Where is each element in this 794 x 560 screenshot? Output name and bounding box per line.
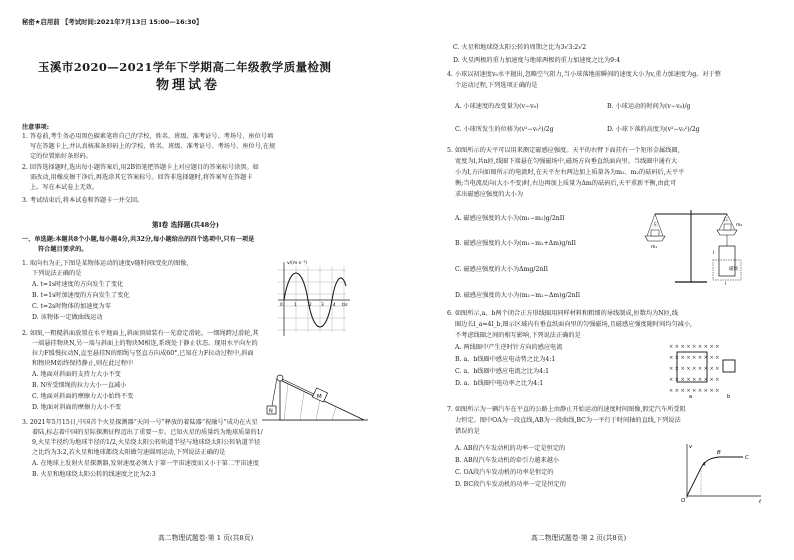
- question-1-option-c: C. t=2s时物体的加速度为零: [32, 303, 111, 310]
- question-6-stem: 6. 如图所示,a、b两个闭合正方形线圈用同样材料和粗细的导线制成,匝数均为N匝,线: [447, 310, 679, 317]
- notice-line: 上。写在本试卷上无效。: [30, 184, 99, 191]
- question-5-option-d: D. 磁感应强度的大小为(m₁−m₂−Δm)g/2nIl: [455, 292, 580, 299]
- field-label: 磁场: [729, 267, 738, 272]
- section-intro: 一、单选题:本题共8个小题,每小题4分,共32分,每小题给出的四个选项中,只有一项是: [22, 236, 255, 243]
- question-5-option-c: C. 磁感应强度的大小为Δmg/2nIl: [455, 266, 548, 273]
- question-5-option-b: B. 磁感应强度的大小为(m₁−m₂+Δm)g/nIl: [455, 240, 576, 247]
- figure-2-incline: [260, 366, 370, 422]
- notice-line: 写在答题卡上,并认真核准条形码上的学校、姓名、班级、准考证号、考场号、座位号,在规: [30, 143, 276, 150]
- question-2-stem: 拉力F缓慢拉动N,直至悬挂N的细绳与竖直方向成60°,已知在力F拉动过程中,斜面: [32, 350, 254, 357]
- section-intro: 符合题目要求的。: [38, 246, 88, 253]
- tick-label: 0: [280, 302, 283, 307]
- question-6-option-c: C. a、b线圈中感应电流之比为4:1: [455, 368, 550, 375]
- notice-line: 定的位置贴好条形码。: [30, 153, 92, 160]
- width-l-label: l: [725, 282, 727, 286]
- exam-header: 秘密★启用前 【考试时间:2021年7月13日 15:00—16:30】: [22, 18, 203, 26]
- question-2-option-c: C. 地面对斜面的摩擦力大小始终不变: [32, 393, 134, 400]
- figure-5-balance: [637, 206, 747, 286]
- v-axis-label: v: [689, 444, 693, 450]
- question-6-stem: 不考虑线圈之间的相互影响,下列说法正确的是: [455, 332, 581, 339]
- question-3-stem: 3. 2021年5月15日,中国首个火星探测器“天问一号”释放的着陆器“祝融号”成功在火星: [22, 419, 258, 426]
- figure-1-vt-graph: [268, 258, 352, 340]
- question-2-stem: 2. 如图,一粗糙斜面放置在水平地面上,斜面顶端装有一光滑定滑轮。一细绳跨过滑轮,其: [22, 330, 259, 337]
- svg-text:× × × × × × × × ×: × × × × × × × × ×: [669, 355, 720, 361]
- notice-line: 3. 考试结束后,将本试卷和答题卡一并交回。: [22, 197, 144, 204]
- question-6-option-b: B. a、b线圈中感应电动势之比为4:1: [455, 356, 556, 363]
- v-axis-label: v/(m·s⁻¹): [287, 261, 308, 266]
- svg-text:× × × × × × × × ×: × × × × × × × × ×: [669, 344, 720, 350]
- origin-label: O: [681, 498, 686, 504]
- exam-subject-title: 物理试卷: [156, 78, 221, 93]
- question-7-option-d: D. BC段汽车发动机的功率一定是恒定的: [455, 481, 566, 488]
- question-6-stem: 圈边长l_a=4l_b,图示区域内有垂直纸面向里的匀强磁场,且磁感应强度随时间均匀减小,: [455, 321, 693, 328]
- question-7-stem: 7. 如图所示为一辆汽车在平直的公路上由静止开始运动的速度时间图像,假定汽车所受阻: [447, 406, 686, 413]
- point-b-label: B: [717, 450, 721, 456]
- question-7-option-a: A. AB段汽车发动机的功率一定是恒定的: [455, 445, 566, 452]
- notice-heading: 注意事项:: [22, 124, 50, 131]
- svg-text:× × × × × × × × ×: × × × × × × × × ×: [669, 366, 720, 372]
- figure-6-coils: [665, 340, 761, 400]
- question-3-option-c: C. 火星和地球绕太阳公转的周期之比为3√3:2√2: [453, 44, 587, 51]
- right-pan-label: 右: [723, 217, 729, 223]
- coil-a-label: a: [689, 394, 693, 400]
- block-m-label: M: [317, 394, 322, 400]
- question-4-option-d: D. 小球下落的高度为(v²−v₀²)/2g: [607, 126, 700, 133]
- question-4-stem: 个运动过程,下列选项正确的是: [455, 82, 538, 89]
- question-7-stem: 力恒定。图中OA为一段直线,AB为一段曲线,BC为一平行于时间轴的直线,下列说法: [455, 417, 681, 424]
- question-7-stem: 错误的是: [455, 428, 480, 435]
- question-3-stem: 9,火星半径约为地球半径的1/2,火星绕太阳公转轨道半径与地球绕太阳公转轨道半径: [32, 439, 261, 446]
- tick-label: 3: [321, 302, 324, 307]
- current-i-label: I: [713, 251, 715, 256]
- question-6-option-d: D. a、b线圈中电功率之比为4:1: [455, 380, 544, 387]
- tick-label: 1: [294, 302, 297, 307]
- tick-label: 4: [333, 302, 336, 307]
- t-axis-label: t/s: [342, 303, 348, 308]
- question-3-option-d: D. 火星两极的重力加速度与地球两极的重力加速度之比为9:4: [453, 57, 621, 64]
- question-4-option-c: C. 小球所发生的位移为(v²−v₀²)/2g: [455, 126, 554, 133]
- block-n-label: N: [269, 408, 273, 415]
- left-pan-label: 左: [653, 222, 659, 228]
- question-3-option-a: A. 在地球上发射火星探测器,发射速度必须大于第一宇宙速度而又小于第二宇宙速度: [32, 460, 259, 467]
- page-footer: 高二物理试题卷·第 1 页(共8页): [158, 534, 254, 542]
- question-1-option-a: A. t=1s时速度的方向发生了变化: [32, 281, 124, 288]
- t-axis-label: t: [759, 499, 762, 504]
- svg-text:× × × × × × × × ×: × × × × × × × × ×: [669, 377, 720, 383]
- question-3-stem: 着陆,标志着中国的星际探测征程迈出了重要一步。已知火星的质量约为地球质量的1/: [32, 429, 263, 436]
- coil-b-label: b: [727, 394, 731, 400]
- question-4-option-a: A. 小球速度的改变量为(v−v₀): [455, 103, 539, 110]
- mass-m1-label: m₁: [651, 245, 658, 250]
- svg-text:× × × × × × × × ×: × × × × × × × × ×: [669, 388, 720, 394]
- question-1-stem: 1. 取向右为正,下图是某物体运动的速度v随时间t变化的图像,: [22, 260, 189, 267]
- question-3-option-b: B. 火星和地球绕太阳公转的线速度之比为2:3: [32, 471, 156, 478]
- page-footer: 高二物理试题卷·第 2 页(共8页): [531, 534, 627, 542]
- notice-line: 1. 答卷前,考生务必用黑色碳素笔将自己的学校、姓名、班级、准考证号、考场号、座位号填: [22, 133, 274, 140]
- question-2-option-a: A. 地面对斜面的支持力大小不变: [32, 371, 121, 378]
- question-2-option-d: D. 地面对斜面的摩擦力大小不变: [32, 404, 122, 411]
- question-3-stem: 之比约为3:2,若火星和地球都绕太阳做匀速圆周运动,下列说法正确的是: [32, 449, 226, 456]
- question-5-stem: 小为I,方向如图所示的电流时,在天平左右两边加上质量各为m₁、m₂的砝码后,天平平: [455, 169, 685, 176]
- question-4-stem: 4. 小球以初速度v₀水平抛出,忽略空气阻力,当小球落地前瞬间的速度大小为v,重力加速度为g。对于整: [447, 71, 721, 78]
- question-5-option-a: A. 磁感应强度的大小为(m₁−m₂)g/2nIl: [455, 215, 565, 222]
- question-2-stem: 一端悬挂物块N,另一端与斜面上的物块M相连,系统处于静止状态。现用水平向左的: [32, 340, 258, 347]
- page-2: [397, 0, 794, 560]
- figure-7-vt-graph: [675, 440, 765, 504]
- question-5-stem: 衡;当电流反向(大小不变)时,右边再加上质量为Δm的砝码后,天平重新平衡,由此可: [455, 180, 677, 187]
- question-2-option-b: B. N所受细绳的拉力大小一直减小: [32, 382, 127, 389]
- question-7-option-b: B. AB段汽车发动机的牵引力越来越小: [455, 457, 560, 464]
- point-a-label: A: [702, 462, 706, 468]
- question-6-option-a: A. 两线圈中产生逆时针方向的感应电流: [455, 344, 563, 351]
- question-5-stem: 宽度为l,共n匝,线圈下端悬在匀强磁场中,磁场方向垂直纸面向里。当线圈中通有大: [455, 158, 678, 165]
- notice-line: 2. 回答选择题时,选出每小题答案后,用2B铅笔把答题卡上对应题目的答案标号涂黑。如: [22, 164, 259, 171]
- mass-m2-label: m₂: [736, 223, 743, 228]
- question-1-option-d: D. 该物体一定做曲线运动: [32, 314, 103, 321]
- tick-label: 2: [309, 302, 312, 307]
- question-5-stem: 求出磁感应强度的大小为: [455, 191, 524, 198]
- exam-title: 玉溪市2020—2021学年下学期高二年级教学质量检测: [38, 60, 332, 74]
- question-2-stem: 和物块M始终保持静止,则在此过程中: [32, 360, 134, 367]
- question-1-stem: 下列说法正确的是: [32, 270, 82, 277]
- question-1-option-b: B. t=1s时加速度的方向发生了变化: [32, 292, 130, 299]
- notice-line: 需改动,用橡皮擦干净后,再选涂其它答案标号。回答非选择题时,将答案写在答题卡: [30, 174, 253, 181]
- point-c-label: C: [745, 455, 749, 461]
- section-title: 第Ⅰ卷 选择题(共48分): [152, 221, 219, 229]
- question-5-stem: 5. 如图所示的天平可以用来测定磁感应强度。天平的右臂下面挂有一个矩形金属线圈,: [447, 147, 680, 154]
- question-4-option-b: B. 小球运动的时间为(v−v₀)/g: [607, 103, 691, 110]
- question-7-option-c: C. OA段汽车发动机的功率是恒定的: [455, 469, 554, 476]
